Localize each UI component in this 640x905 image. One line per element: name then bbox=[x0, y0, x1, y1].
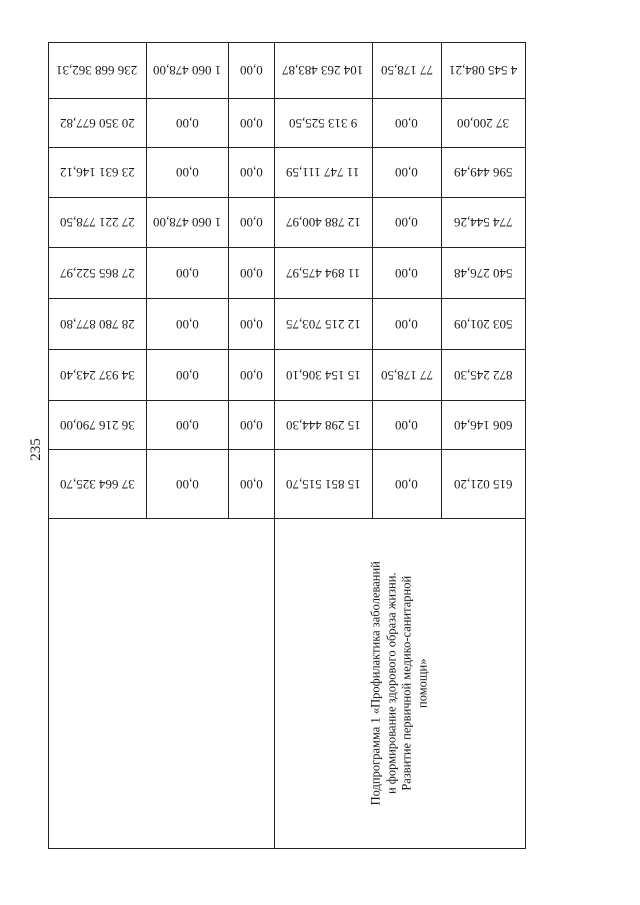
value-cell-text: 0,00 bbox=[395, 265, 418, 281]
value-cell bbox=[372, 197, 441, 247]
total-cell bbox=[228, 42, 274, 98]
value-cell-text: 0,00 bbox=[239, 215, 263, 230]
value-cell bbox=[441, 98, 525, 147]
value-cell bbox=[274, 147, 372, 197]
value-cell bbox=[441, 449, 525, 518]
value-cell bbox=[228, 247, 274, 298]
value-cell bbox=[274, 197, 372, 247]
value-cell bbox=[372, 98, 441, 147]
value-cell bbox=[441, 400, 525, 449]
value-cell bbox=[274, 400, 372, 449]
value-cell bbox=[228, 449, 274, 518]
value-cell-text: 37 664 325,70 bbox=[59, 476, 135, 492]
value-cell bbox=[146, 247, 228, 298]
value-cell-text: 0,00 bbox=[175, 165, 199, 180]
value-cell-text: 36 216 790,00 bbox=[59, 417, 135, 433]
value-cell bbox=[146, 197, 228, 247]
total-cell-text: 77 178,50 bbox=[380, 63, 433, 78]
value-cell bbox=[48, 449, 146, 518]
value-cell bbox=[146, 147, 228, 197]
value-cell-text: 0,00 bbox=[395, 165, 418, 180]
value-cell-text: 615 021,20 bbox=[453, 476, 513, 492]
value-cell-text: 0,00 bbox=[395, 215, 418, 230]
value-cell bbox=[228, 298, 274, 349]
value-cell bbox=[372, 400, 441, 449]
value-cell bbox=[441, 147, 525, 197]
value-cell-text: 0,00 bbox=[239, 265, 263, 281]
value-cell-text: 0,00 bbox=[239, 367, 263, 383]
value-cell-text: 27 221 778,50 bbox=[59, 215, 135, 230]
subprogram-title bbox=[274, 518, 525, 848]
value-cell bbox=[274, 298, 372, 349]
table-border-right bbox=[525, 42, 526, 848]
value-cell-text: 0,00 bbox=[395, 476, 418, 492]
total-cell bbox=[441, 42, 525, 98]
value-cell-text: 15 851 515,70 bbox=[285, 476, 361, 492]
total-cell bbox=[48, 42, 146, 98]
table-border-bottom bbox=[48, 848, 526, 849]
total-cell bbox=[146, 42, 228, 98]
value-cell-text: 0,00 bbox=[239, 316, 263, 332]
value-cell bbox=[146, 400, 228, 449]
value-cell bbox=[228, 197, 274, 247]
value-cell bbox=[228, 98, 274, 147]
value-cell-text: 0,00 bbox=[175, 265, 199, 281]
total-cell bbox=[372, 42, 441, 98]
value-cell-text: 12 215 703,75 bbox=[285, 316, 361, 332]
value-cell bbox=[274, 98, 372, 147]
value-cell bbox=[48, 298, 146, 349]
value-cell-text: 11 747 111,59 bbox=[286, 165, 360, 180]
value-cell-text: 37 200,00 bbox=[457, 115, 509, 131]
value-cell bbox=[146, 449, 228, 518]
value-cell bbox=[228, 400, 274, 449]
total-cell-text: 236 668 362,31 bbox=[56, 63, 138, 78]
value-cell-text: 28 780 877,80 bbox=[59, 316, 135, 332]
value-cell-text: 0,00 bbox=[175, 115, 199, 131]
value-cell bbox=[274, 349, 372, 400]
total-cell-text: 104 263 483,87 bbox=[282, 63, 364, 78]
value-cell bbox=[372, 449, 441, 518]
value-cell-text: 0,00 bbox=[395, 316, 418, 332]
value-cell bbox=[48, 400, 146, 449]
total-cell-text: 0,00 bbox=[239, 63, 263, 78]
value-cell-text: 0,00 bbox=[175, 367, 199, 383]
value-cell bbox=[372, 247, 441, 298]
subprogram-title-text: Подпрограмма 1 «Профилактика заболеваний и формирование здорового образа жизни. Развитие первичной медико-санитарной помощи» bbox=[368, 560, 430, 806]
value-cell bbox=[228, 147, 274, 197]
value-cell bbox=[146, 98, 228, 147]
value-cell-text: 774 544,26 bbox=[453, 215, 513, 230]
value-cell bbox=[441, 298, 525, 349]
value-cell-text: 23 631 146,12 bbox=[59, 165, 135, 180]
value-cell-text: 12 788 400,97 bbox=[285, 215, 361, 230]
value-cell-text: 15 154 306,10 bbox=[285, 367, 361, 383]
value-cell-text: 20 350 677,82 bbox=[59, 115, 135, 131]
value-cell-text: 0,00 bbox=[175, 476, 199, 492]
value-cell bbox=[146, 298, 228, 349]
total-cell-text: 1 060 478,00 bbox=[152, 63, 222, 78]
value-cell-text: 540 276,48 bbox=[453, 265, 513, 281]
value-cell-text: 11 894 475,97 bbox=[285, 265, 361, 281]
value-cell-text: 872 245,30 bbox=[453, 367, 513, 383]
value-cell bbox=[48, 349, 146, 400]
value-cell-text: 34 937 243,40 bbox=[59, 367, 135, 383]
value-cell bbox=[146, 349, 228, 400]
value-cell bbox=[48, 98, 146, 147]
value-cell bbox=[274, 247, 372, 298]
value-cell-text: 0,00 bbox=[395, 115, 418, 131]
value-cell bbox=[274, 449, 372, 518]
total-cell-text: 4 545 084,21 bbox=[448, 63, 518, 78]
value-cell-text: 0,00 bbox=[239, 115, 263, 131]
value-cell bbox=[441, 197, 525, 247]
value-cell bbox=[48, 147, 146, 197]
value-cell-text: 596 449,49 bbox=[453, 165, 513, 180]
value-cell-text: 0,00 bbox=[395, 417, 418, 433]
value-cell-text: 606 146,40 bbox=[453, 417, 513, 433]
value-cell bbox=[48, 247, 146, 298]
value-cell-text: 77 178,50 bbox=[380, 367, 433, 383]
value-cell bbox=[228, 349, 274, 400]
total-cell bbox=[274, 42, 372, 98]
value-cell-text: 0,00 bbox=[175, 316, 199, 332]
value-cell bbox=[372, 349, 441, 400]
page-number: 235 bbox=[27, 437, 44, 461]
value-cell-text: 9 313 525,50 bbox=[288, 115, 358, 131]
value-cell bbox=[441, 349, 525, 400]
value-cell-text: 15 298 444,30 bbox=[285, 417, 361, 433]
value-cell-text: 503 201,09 bbox=[453, 316, 513, 332]
value-cell bbox=[372, 147, 441, 197]
value-cell bbox=[372, 298, 441, 349]
value-cell-text: 0,00 bbox=[239, 417, 263, 433]
value-cell bbox=[48, 197, 146, 247]
value-cell-text: 0,00 bbox=[175, 417, 199, 433]
value-cell-text: 1 060 478,00 bbox=[152, 215, 222, 230]
value-cell-text: 0,00 bbox=[239, 165, 263, 180]
value-cell-text: 27 865 522,97 bbox=[59, 265, 135, 281]
value-cell bbox=[441, 247, 525, 298]
value-cell-text: 0,00 bbox=[239, 476, 263, 492]
